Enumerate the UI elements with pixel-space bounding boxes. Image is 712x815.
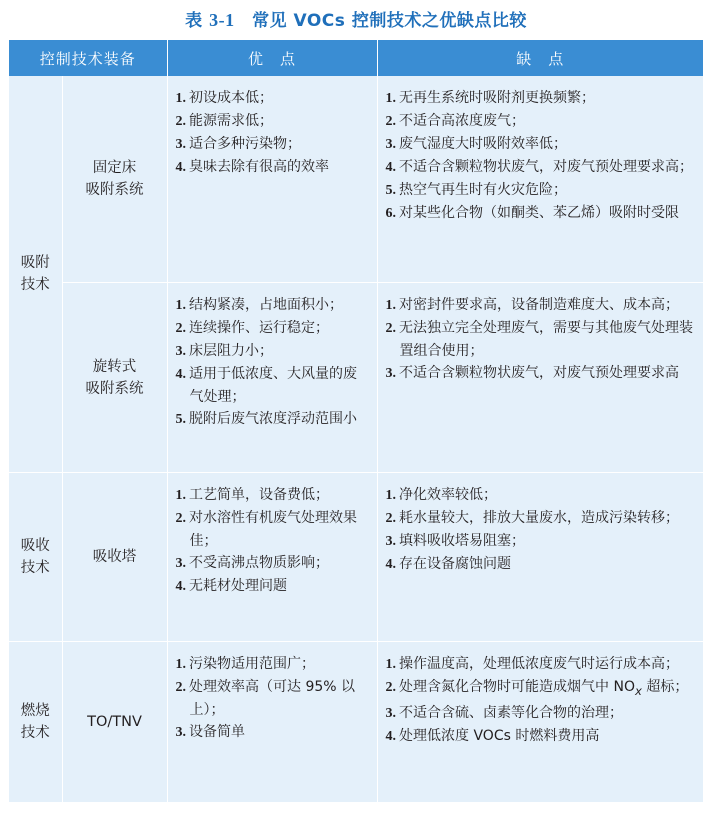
table-row xyxy=(9,642,703,803)
item-number: 3. xyxy=(385,705,397,721)
list-item xyxy=(386,507,696,530)
item-text: 床层阻力小； xyxy=(189,343,274,359)
pros-cell xyxy=(167,76,377,283)
list-item xyxy=(176,552,369,575)
item-text: 不受高沸点物质影响； xyxy=(189,555,330,571)
category-adsorption: 吸附 技术 xyxy=(9,76,62,473)
item-number: 1. xyxy=(385,488,397,503)
item-text: 连续操作、运行稳定； xyxy=(189,320,330,336)
table-title-text: 常见 VOCs 控制技术之优缺点比较 xyxy=(252,11,527,31)
cons-list xyxy=(378,283,704,393)
item-text: 能源需求低； xyxy=(189,113,274,129)
item-number: 3. xyxy=(175,556,187,571)
voc-comparison-table xyxy=(9,40,703,803)
pros-list xyxy=(168,76,377,187)
item-text: 脱附后废气浓度浮动范围小 xyxy=(189,411,358,427)
list-item xyxy=(386,362,696,385)
list-item xyxy=(386,156,696,179)
item-text: 对水溶性有机废气处理效果佳； xyxy=(189,510,358,549)
cons-list xyxy=(378,642,704,756)
item-number: 3. xyxy=(385,366,397,381)
table-row xyxy=(9,283,703,473)
item-text: 结构紧凑，占地面积小； xyxy=(189,297,344,313)
list-item xyxy=(386,294,696,317)
item-text: 不适合高浓度废气； xyxy=(399,113,526,129)
item-number: 4. xyxy=(175,579,187,594)
item-text: 存在设备腐蚀问题 xyxy=(399,556,512,572)
item-number: 1. xyxy=(385,91,397,106)
table-row xyxy=(9,76,703,283)
item-text: 处理效率高（可达 95% 以上）； xyxy=(189,679,356,718)
category-combustion: 燃烧 技术 xyxy=(9,642,62,803)
list-item xyxy=(176,317,369,340)
table-row xyxy=(9,473,703,642)
list-item xyxy=(386,553,696,576)
list-item xyxy=(176,110,369,133)
header-pros: 优 点 xyxy=(167,40,377,76)
item-text: 适合多种污染物； xyxy=(189,136,302,152)
item-number: 5. xyxy=(385,183,397,198)
item-text: 操作温度高，处理低浓度废气时运行成本高； xyxy=(399,656,680,672)
item-number: 3. xyxy=(175,725,187,740)
item-number: 2. xyxy=(175,511,187,526)
item-number: 1. xyxy=(175,488,187,503)
list-item xyxy=(386,179,696,202)
list-item xyxy=(386,484,696,507)
list-item xyxy=(386,653,696,676)
list-item xyxy=(176,676,369,721)
list-item xyxy=(176,363,369,408)
pros-cell xyxy=(167,642,377,803)
list-item xyxy=(176,294,369,317)
item-number: 2. xyxy=(385,321,397,336)
item-number: 6. xyxy=(385,206,397,221)
list-item xyxy=(176,156,369,179)
cons-cell xyxy=(377,473,703,642)
item-number: 4. xyxy=(175,160,187,175)
item-text: 填料吸收塔易阻塞； xyxy=(399,533,526,549)
item-number: 1. xyxy=(175,657,187,672)
item-number: 3. xyxy=(385,534,397,549)
item-text: 处理含氮化合物时可能造成烟气中 $NO_x$ 超标； xyxy=(399,679,689,698)
item-text: 无再生系统时吸附剂更换频繁； xyxy=(399,90,596,106)
list-item xyxy=(176,653,369,676)
device-absorption-tower: 吸收塔 xyxy=(62,473,167,642)
cons-list xyxy=(378,473,704,584)
item-text: 臭味去除有很高的效率 xyxy=(189,159,330,175)
table-number: 3-1 xyxy=(209,10,235,30)
item-text: 废气湿度大时吸附效率低； xyxy=(399,136,568,152)
list-item xyxy=(176,87,369,110)
list-item xyxy=(176,408,369,431)
header-row xyxy=(9,40,703,76)
item-number: 4. xyxy=(385,557,397,572)
cons-list xyxy=(378,76,704,233)
item-text: 无耗材处理问题 xyxy=(189,578,288,594)
device-rotary: 旋转式 吸附系统 xyxy=(62,283,167,473)
item-number: 5. xyxy=(175,412,187,427)
item-number: 2. xyxy=(385,680,397,695)
item-number: 2. xyxy=(175,680,187,695)
item-text: 适用于低浓度、大风量的废气处理； xyxy=(189,366,358,405)
item-number: 1. xyxy=(385,298,397,313)
device-to-tnv: TO/TNV xyxy=(62,642,167,803)
item-text: 对密封件要求高，设备制造难度大、成本高； xyxy=(399,297,680,313)
list-item xyxy=(386,202,696,225)
item-number: 3. xyxy=(175,344,187,359)
header-cons: 缺 点 xyxy=(377,40,703,76)
list-item xyxy=(176,340,369,363)
item-number: 4. xyxy=(385,160,397,175)
item-text: 不适合含硫、卤素等化合物的治理； xyxy=(399,704,624,721)
item-text: 不适合含颗粒物状废气，对废气预处理要求高 xyxy=(399,365,680,381)
pros-list xyxy=(168,283,377,439)
list-item xyxy=(176,507,369,552)
list-item xyxy=(386,676,696,702)
item-number: 1. xyxy=(385,657,397,672)
item-number: 2. xyxy=(175,114,187,129)
pros-cell xyxy=(167,283,377,473)
item-text: 初设成本低； xyxy=(189,90,274,106)
list-item xyxy=(386,702,696,725)
table-title-prefix: 表 xyxy=(185,11,210,31)
list-item xyxy=(386,133,696,156)
item-number: 1. xyxy=(175,298,187,313)
category-absorption: 吸收 技术 xyxy=(9,473,62,642)
device-fixed-bed: 固定床 吸附系统 xyxy=(62,76,167,283)
cons-cell xyxy=(377,642,703,803)
item-text: 不适合含颗粒物状废气，对废气预处理要求高； xyxy=(399,159,694,175)
item-number: 2. xyxy=(175,321,187,336)
item-text: 污染物适用范围广； xyxy=(189,656,316,672)
item-text: 设备简单 xyxy=(189,724,246,740)
list-item xyxy=(386,110,696,133)
item-text: 工艺简单，设备费低； xyxy=(189,487,330,503)
item-number: 3. xyxy=(385,137,397,152)
list-item xyxy=(176,721,369,744)
pros-list xyxy=(168,473,377,606)
list-item xyxy=(386,530,696,553)
item-number: 1. xyxy=(175,91,187,106)
item-text: 净化效率较低； xyxy=(399,487,498,503)
list-item xyxy=(176,484,369,507)
item-text: 热空气再生时有火灾危险； xyxy=(399,182,568,198)
header-equipment: 控制技术装备 xyxy=(9,40,167,76)
item-text: 对某些化合物（如酮类、苯乙烯）吸附时受限 xyxy=(399,205,680,221)
list-item xyxy=(176,133,369,156)
item-number: 4. xyxy=(385,728,397,744)
list-item xyxy=(176,575,369,598)
item-number: 2. xyxy=(385,511,397,526)
pros-cell xyxy=(167,473,377,642)
item-text: 无法独立完全处理废气，需要与其他废气处理装置组合使用； xyxy=(399,320,694,359)
cons-cell xyxy=(377,76,703,283)
pros-list xyxy=(168,642,377,752)
cons-cell xyxy=(377,283,703,473)
item-number: 3. xyxy=(175,137,187,152)
list-item xyxy=(386,725,696,748)
list-item xyxy=(386,317,696,362)
item-text: 耗水量较大，排放大量废水，造成污染转移； xyxy=(399,510,680,526)
table-title xyxy=(0,6,712,32)
item-number: 4. xyxy=(175,367,187,382)
list-item xyxy=(386,87,696,110)
item-number: 2. xyxy=(385,114,397,129)
item-text: 处理低浓度 VOCs 时燃料费用高 xyxy=(399,727,600,744)
